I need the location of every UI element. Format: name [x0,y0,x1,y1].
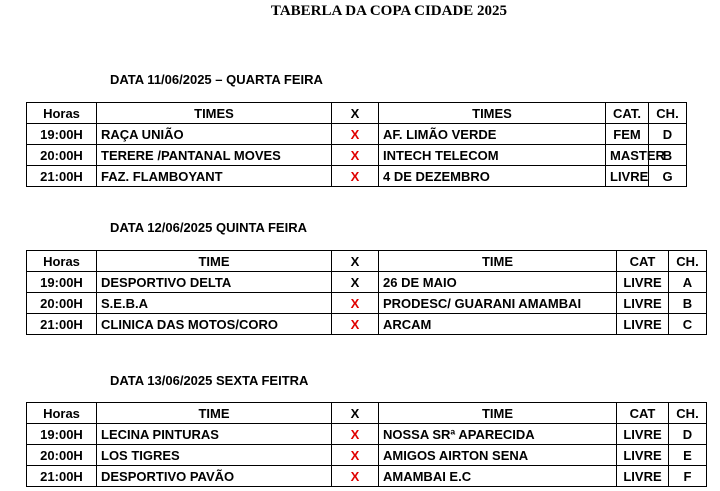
header-horas: Horas [27,103,97,124]
team-b-cell: AMAMBAI E.C [379,466,617,487]
category-cell: LIVRE [617,293,669,314]
category-cell: MASTER [606,145,649,166]
hora-cell: 21:00H [27,166,97,187]
header-row [27,251,707,272]
team-a-cell: DESPORTIVO PAVÃO [97,466,332,487]
table-row [27,272,707,293]
header-time-b: TIME [379,251,617,272]
group-cell: B [669,293,707,314]
team-a-cell: DESPORTIVO DELTA [97,272,332,293]
versus-mark: X [332,145,379,166]
group-cell: G [649,166,687,187]
table-row [27,293,707,314]
team-b-cell: 26 DE MAIO [379,272,617,293]
header-x: X [332,403,379,424]
header-time-b: TIMES [379,103,606,124]
header-cat: CAT [617,251,669,272]
category-cell: LIVRE [617,445,669,466]
header-ch: CH. [669,403,707,424]
header-horas: Horas [27,251,97,272]
section-date: DATA 12/06/2025 QUINTA FEIRA [110,220,307,235]
header-row [27,403,707,424]
team-b-cell: 4 DE DEZEMBRO [379,166,606,187]
versus-mark: X [332,293,379,314]
table-row [27,314,707,335]
team-a-cell: LECINA PINTURAS [97,424,332,445]
category-cell: LIVRE [606,166,649,187]
header-cat: CAT [617,403,669,424]
header-horas: Horas [27,403,97,424]
section-date: DATA 13/06/2025 SEXTA FEITRA [110,373,309,388]
table-row [27,424,707,445]
header-row [27,103,687,124]
versus-mark: X [332,466,379,487]
schedule-table [26,402,707,487]
versus-mark: X [332,166,379,187]
header-time-a: TIME [97,403,332,424]
hora-cell: 19:00H [27,272,97,293]
versus-mark: X [332,272,379,293]
team-b-cell: AMIGOS AIRTON SENA [379,445,617,466]
team-a-cell: LOS TIGRES [97,445,332,466]
category-cell: LIVRE [617,272,669,293]
group-cell: A [669,272,707,293]
hora-cell: 20:00H [27,145,97,166]
section-date: DATA 11/06/2025 – QUARTA FEIRA [110,72,323,87]
header-time-a: TIME [97,251,332,272]
team-b-cell: ARCAM [379,314,617,335]
versus-mark: X [332,314,379,335]
versus-mark: X [332,445,379,466]
hora-cell: 19:00H [27,124,97,145]
team-a-cell: RAÇA UNIÃO [97,124,332,145]
category-cell: LIVRE [617,424,669,445]
page-title: TABERLA DA COPA CIDADE 2025 [270,3,508,19]
header-ch: CH. [649,103,687,124]
header-time-a: TIMES [97,103,332,124]
hora-cell: 20:00H [27,445,97,466]
team-a-cell: TERERE /PANTANAL MOVES [97,145,332,166]
header-x: X [332,103,379,124]
header-cat: CAT. [606,103,649,124]
team-a-cell: FAZ. FLAMBOYANT [97,166,332,187]
team-b-cell: INTECH TELECOM [379,145,606,166]
schedule-table [26,250,707,335]
schedule-table [26,102,687,187]
table-row [27,166,687,187]
header-time-b: TIME [379,403,617,424]
team-b-cell: PRODESC/ GUARANI AMAMBAI [379,293,617,314]
hora-cell: 20:00H [27,293,97,314]
table-row [27,466,707,487]
team-b-cell: NOSSA SRª APARECIDA [379,424,617,445]
hora-cell: 21:00H [27,466,97,487]
hora-cell: 19:00H [27,424,97,445]
category-cell: FEM [606,124,649,145]
category-cell: LIVRE [617,466,669,487]
table-row [27,145,687,166]
group-cell: E [669,445,707,466]
group-cell: D [669,424,707,445]
versus-mark: X [332,124,379,145]
group-cell: D [649,124,687,145]
team-a-cell: S.E.B.A [97,293,332,314]
team-b-cell: AF. LIMÃO VERDE [379,124,606,145]
table-row [27,124,687,145]
hora-cell: 21:00H [27,314,97,335]
header-x: X [332,251,379,272]
group-cell: F [669,466,707,487]
group-cell: B [649,145,687,166]
group-cell: C [669,314,707,335]
table-row [27,445,707,466]
header-ch: CH. [669,251,707,272]
versus-mark: X [332,424,379,445]
category-cell: LIVRE [617,314,669,335]
team-a-cell: CLINICA DAS MOTOS/CORO [97,314,332,335]
